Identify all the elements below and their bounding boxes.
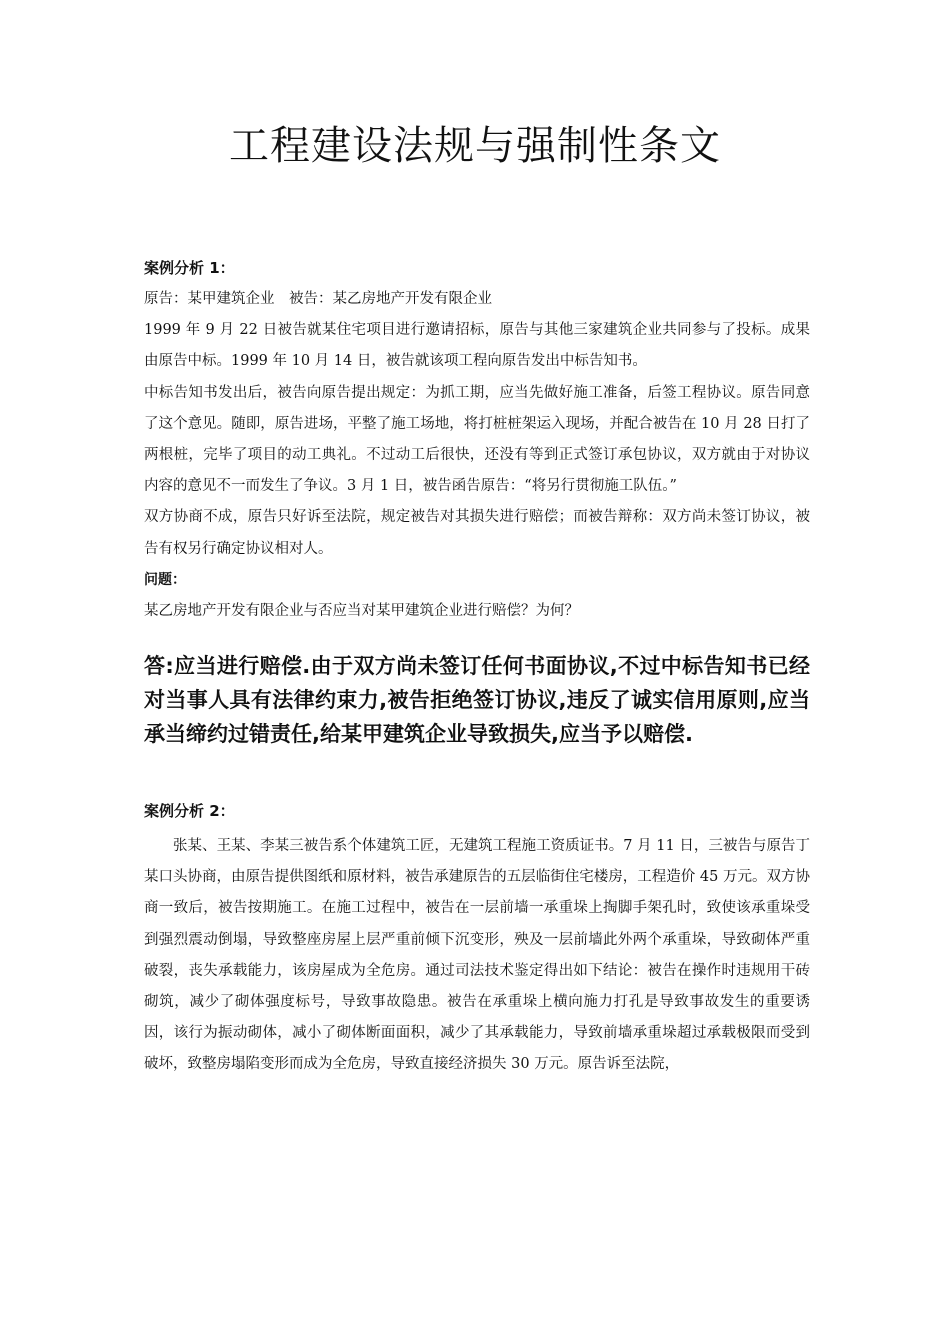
case-1-paragraph: 1999 年 9 月 22 日被告就某住宅项目进行邀请招标，原告与其他三家建筑企业共同参与了投标。成果由原告中标。1999 年 10 月 14 日，被告就该项工程向原告发出中标告知书。 (144, 322, 810, 370)
case-2-paragraph: 张某、王某、李某三被告系个体建筑工匠，无建筑工程施工资质证书。7 月 11 日，三被告与原告丁某口头协商，由原告提供图纸和原材料，被告承建原告的五层临街住宅楼房，工程造价 45 万元。双方协商一致后，被告按期施工。在施工过程中，被告在一层前墙一承重垛上掏脚手架孔时，致使该承重垛受到强烈震动倒塌，导致整座房屋上层严重前倾下沉变形，殃及一层前墙此外两个承重垛，导致砌体严重破裂，丧失承载能力，该房屋成为全危房。通过司法技术鉴定得出如下结论：被告在操作时违规用干砖砌筑，减少了砌体强度标号，导致事故隐患。被告在承重垛上横向施力打孔是导致事故发生的重要诱因，该行为振动砌体，减小了砌体断面面积，减少了其承载能力，导致前墙承重垛超过承载极限而受到破坏，致整房塌陷变形而成为全危房，导致直接经济损失 30 万元。原告诉至法院， (144, 838, 810, 1073)
answer-text: 答:应当进行赔偿.由于双方尚未签订任何书面协议,不过中标告知书已经对当事人具有法律约束力,被告拒绝签订协议,违反了诚实信用原则,应当承当缔约过错责任,给某甲建筑企业导致损失,应当予以赔偿. (144, 654, 810, 747)
case-2-section (144, 797, 810, 1081)
case-1-paragraph: 中标告知书发出后，被告向原告提出规定：为抓工期，应当先做好施工准备，后签工程协议。原告同意了这个意见。随即，原告进场，平整了施工场地，将打桩桩架运入现场，并配合被告在 10 月 28 日打了两根桩，完毕了项目的动工典礼。不过动工后很快，还没有等到正式签订承包协议，双方就由于对协议内容的意见不一而发生了争议。3 月 1 日，被告函告原告：“将另行贯彻施工队伍。” (144, 384, 810, 495)
document-title: 工程建设法规与强制性条文 (229, 123, 721, 169)
case-2-heading: 案例分析 2： (144, 802, 235, 821)
case-1-parties: 原告：某甲建筑企业 被告：某乙房地产开发有限企业 (144, 291, 492, 307)
document-body (144, 254, 810, 1081)
case-1-heading: 案例分析 1： (144, 259, 235, 277)
case-1-paragraph: 双方协商不成，原告只好诉至法院，规定被告对其损失进行赔偿；而被告辩称：双方尚未签订协议，被告有权另行确定协议相对人。 (144, 509, 810, 557)
question-text: 某乙房地产开发有限企业与否应当对某甲建筑企业进行赔偿？为何？ (144, 602, 579, 619)
question-label: 问题： (144, 571, 186, 588)
case-1-section (144, 254, 810, 751)
